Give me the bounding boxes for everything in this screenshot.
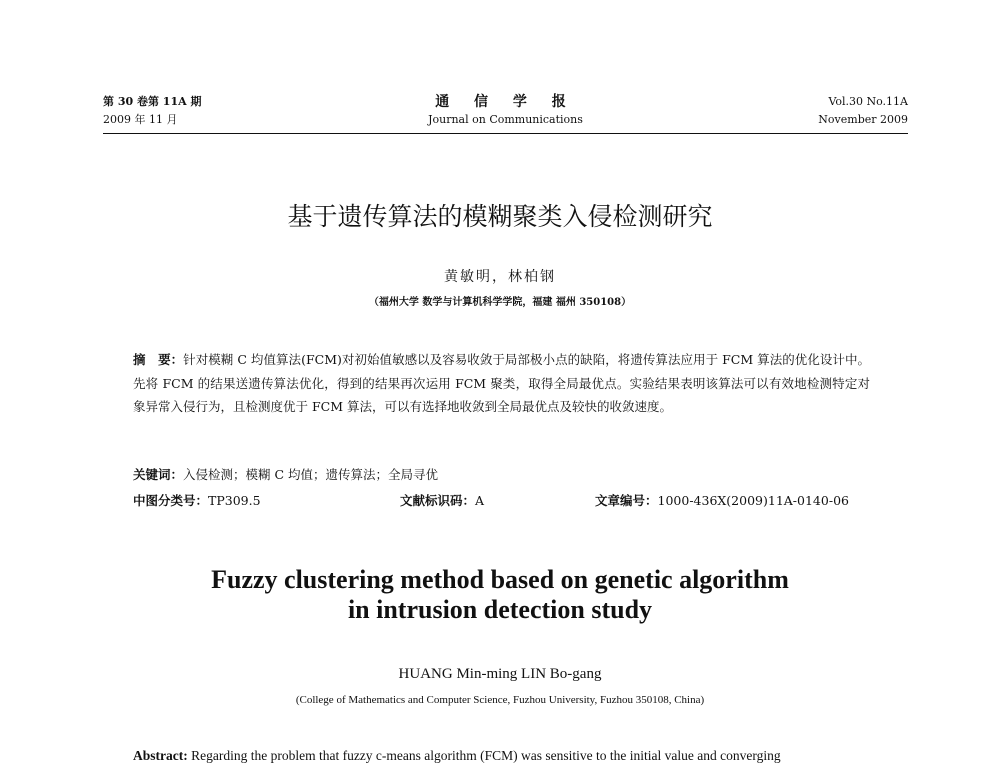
article-number <box>595 491 849 511</box>
authors-cn: 黄敏明，林柏钢 <box>444 269 556 285</box>
document-code-value: A <box>475 493 485 508</box>
abstract-label-cn: 摘 要： <box>133 352 184 367</box>
clc-number <box>133 491 261 511</box>
affiliation-en: (College of Mathematics and Computer Science, Fuzhou University, Fuzhou 350108, China) <box>295 694 705 706</box>
paper-title-en-line1: Fuzzy clustering method based on genetic algorithm <box>211 565 789 594</box>
abstract-en <box>133 747 893 765</box>
header-volume-no-en: Vol.30 No.11A <box>828 95 908 108</box>
abstract-label-en: Abstract: <box>133 748 188 763</box>
header-volume-info-en <box>818 93 908 129</box>
keywords-cn <box>133 465 870 485</box>
header-journal-name <box>103 93 908 129</box>
abstract-text-en: Regarding the problem that fuzzy c-means algorithm (FCM) was sensitive to the initial value and converging <box>191 748 781 763</box>
paper-title-cn: 基于遗传算法的模糊聚类入侵检测研究 <box>287 202 713 231</box>
header-date-en: November 2009 <box>818 113 908 126</box>
paper-title-en-line2: in intrusion detection study <box>347 595 653 624</box>
keywords-text-cn: 入侵检测；模糊 C 均值；遗传算法；全局寻优 <box>183 467 439 482</box>
document-code-label: 文献标识码： <box>400 493 476 508</box>
authors-en: HUANG Min-ming LIN Bo-gang <box>398 666 602 682</box>
article-number-value: 1000-436X(2009)11A-0140-06 <box>657 493 849 508</box>
paper-title-en <box>0 565 1000 625</box>
journal-name-cn: 通 信 学 报 <box>435 94 576 110</box>
abstract-cn <box>133 348 870 419</box>
clc-label: 中图分类号： <box>133 493 209 508</box>
keywords-label-cn: 关键词： <box>133 467 184 482</box>
header-volume-issue: 第 30 卷第 11A 期 <box>103 95 202 108</box>
journal-name-en: Journal on Communications <box>428 113 583 126</box>
clc-value: TP309.5 <box>208 493 261 508</box>
journal-header <box>103 93 908 134</box>
document-code <box>400 491 484 511</box>
affiliation-cn: （福州大学 数学与计算机科学学院，福建 福州 350108） <box>368 297 632 308</box>
article-number-label: 文章编号： <box>595 493 658 508</box>
abstract-text-cn: 针对模糊 C 均值算法(FCM)对初始值敏感以及容易收敛于局部极小点的缺陷，将遗传算法应用于 FCM 算法的优化设计中。先将 FCM 的结果送遗传算法优化，得到的结果再次运用 FCM 聚类，取得全局最优点。实验结果表明该算法可以有效地检测特定对象异常入侵行为，且检测度优于 FCM 算法，可以有选择地收敛到全局最优点及较快的收敛速度。 <box>133 352 870 414</box>
header-date-cn: 2009 年 11 月 <box>103 113 178 126</box>
